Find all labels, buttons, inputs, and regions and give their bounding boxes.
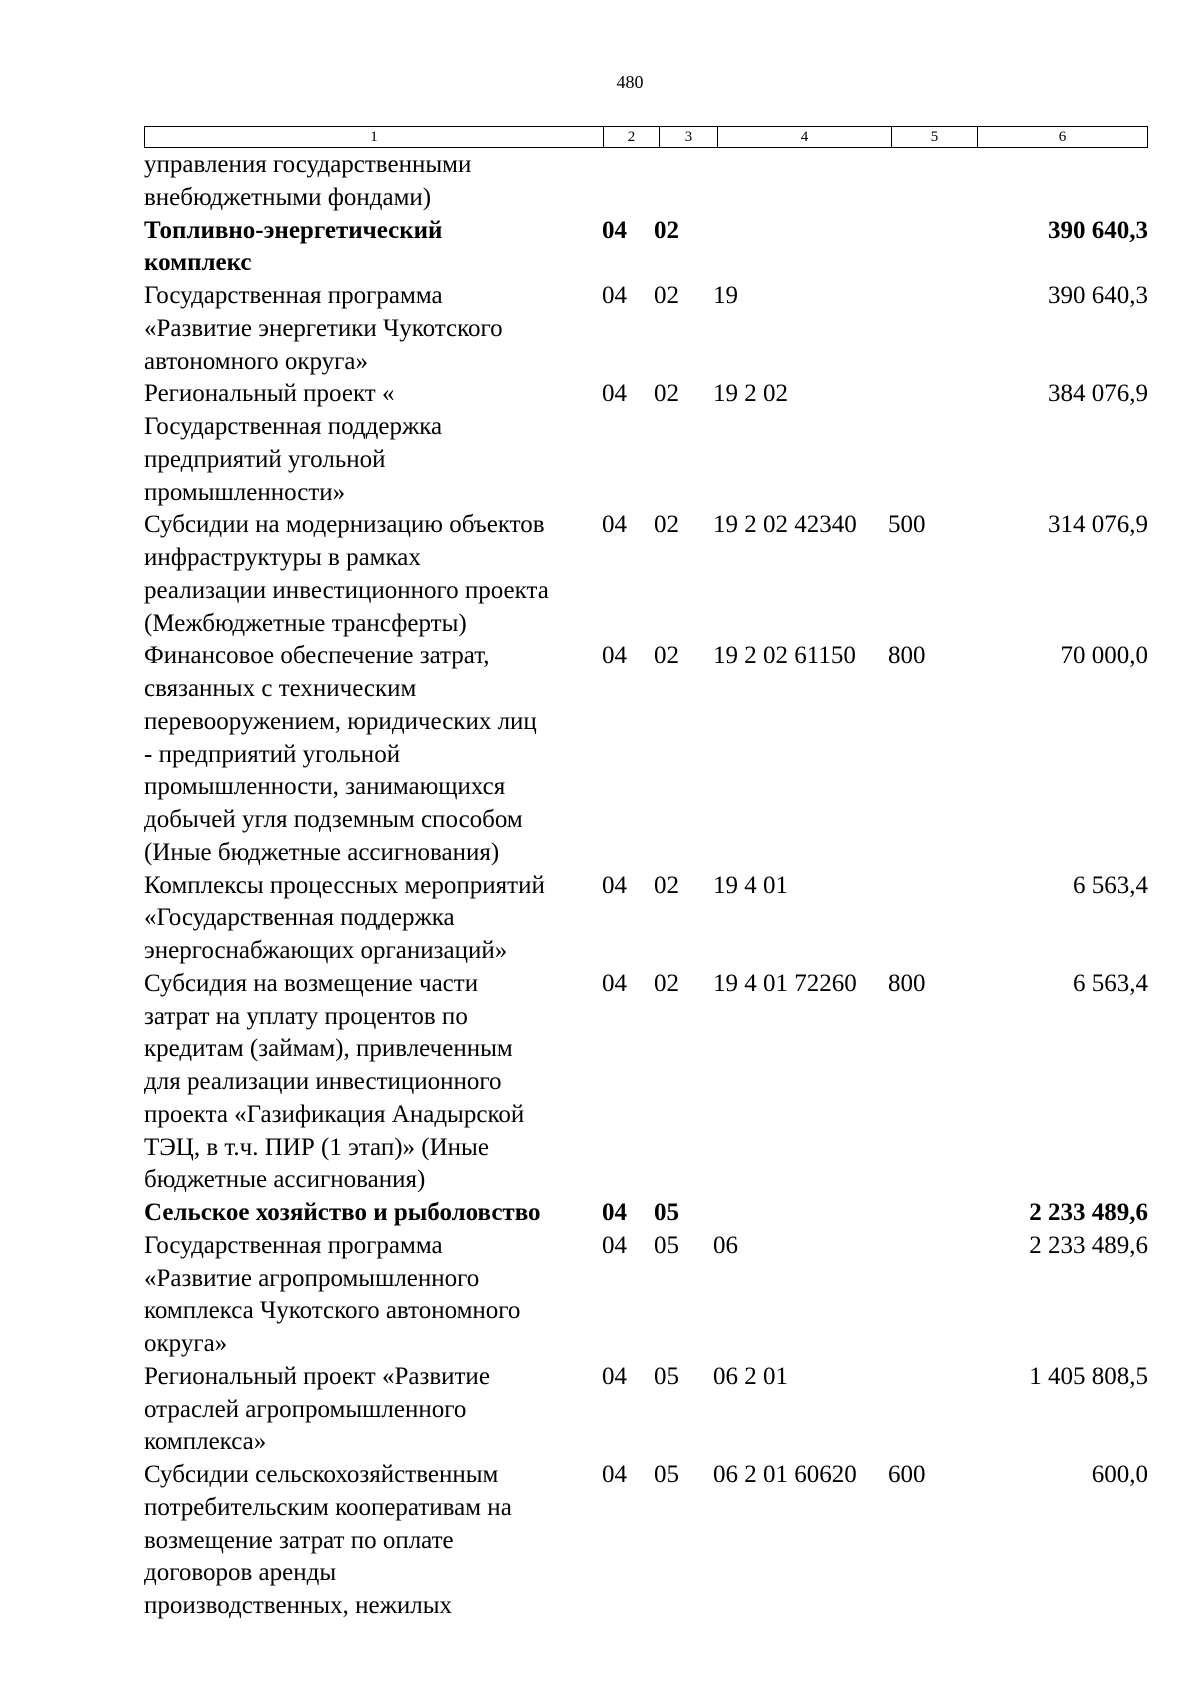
table-row [144,215,1148,281]
header-col-4: 4 [717,127,891,147]
row-name: управления государственными внебюджетными фондами) [144,151,472,211]
header-col-2: 2 [603,127,659,147]
row-section: 04 [602,969,627,997]
row-name: Субсидия на возмещение части затрат на уплату процентов по кредитам (займам), привлеченным для реализации инвестиционного проекта «Газификация Анадырской ТЭЦ, в т.ч. ПИР (1 этап)» (Иные бюджетные ассигнования) [144,969,525,1194]
row-amount: 6 563,4 [1073,871,1148,899]
row-target-article: 06 [713,1231,738,1259]
row-amount: 2 233 489,6 [1029,1199,1148,1226]
table-row [144,870,1148,968]
row-expense-type [888,215,968,281]
row-subsection: 02 [654,216,679,244]
row-amount: 390 640,3 [1048,282,1148,309]
row-amount: 70 000,0 [1060,642,1148,670]
row-target-article: 19 4 01 72260 [713,969,857,997]
row-target-article: 06 2 01 [713,1362,788,1390]
row-expense-type [888,1230,968,1361]
row-amount: 6 563,4 [1073,969,1148,997]
row-expense-type: 600 [888,1461,926,1488]
row-target-article: 19 4 01 [713,871,788,899]
row-subsection: 05 [654,1362,679,1390]
row-expense-type [888,1361,968,1459]
row-target-article [713,149,888,215]
row-section: 04 [602,216,627,244]
header-col-3: 3 [659,127,717,147]
row-section: 04 [602,380,627,408]
row-subsection: 05 [654,1231,679,1259]
row-name: Государственная программа «Развитие энергетики Чукотского автономного округа» [144,282,503,375]
row-amount: 390 640,3 [1048,216,1148,244]
row-amount: 314 076,9 [1048,511,1148,539]
row-subsection: 05 [654,1199,679,1226]
row-amount [968,149,1148,215]
table-row [144,280,1148,378]
header-col-5: 5 [891,127,977,147]
row-expense-type: 500 [888,511,926,539]
page-number: 480 [616,72,644,92]
row-name: Топливно-энергетический комплекс [144,216,443,277]
row-expense-type: 800 [888,969,926,997]
row-subsection: 02 [654,642,679,670]
row-name: Сельское хозяйство и рыболовство [144,1199,541,1226]
table-row [144,1361,1148,1459]
row-subsection: 02 [654,871,679,899]
row-section: 04 [602,1362,627,1390]
table-row [144,968,1148,1197]
row-section: 04 [602,282,627,309]
row-section: 04 [602,871,627,899]
row-name: Региональный проект «Развитие отраслей агропромышленного комплекса» [144,1362,490,1456]
row-name: Региональный проект « Государственная поддержка предприятий угольной промышленности» [144,380,443,506]
row-name: Государственная программа «Развитие агропромышленного комплекса Чукотского автономного округа» [144,1231,521,1357]
row-subsection [654,149,713,215]
row-expense-type [888,149,968,215]
row-amount: 2 233 489,6 [1029,1231,1148,1259]
row-target-article: 19 2 02 [713,380,788,408]
table-row [144,640,1148,869]
row-amount: 384 076,9 [1048,380,1148,408]
header-col-6: 6 [977,127,1147,147]
row-subsection: 05 [654,1461,679,1488]
row-name: Комплексы процессных мероприятий «Государственная поддержка энергоснабжающих организаций» [144,871,545,964]
row-expense-type [888,1197,968,1230]
row-target-article: 19 2 02 61150 [713,642,856,670]
table-row [144,149,1148,215]
row-target-article: 19 2 02 42340 [713,511,857,539]
row-expense-type [888,378,968,509]
row-expense-type [888,870,968,968]
row-subsection: 02 [654,511,679,539]
row-target-article [713,1197,888,1230]
row-name: Финансовое обеспечение затрат, связанных с техническим перевооружением, юридических лиц - предприятий угольной промышленности, занимающихся добычей угля подземным способом (Иные бюджетные ассигнования) [144,642,537,866]
row-section: 04 [602,511,627,539]
table-row [144,509,1148,640]
table-row [144,1197,1148,1230]
row-amount: 600,0 [1091,1461,1148,1488]
row-expense-type [888,280,968,378]
row-section: 04 [602,1461,627,1488]
row-section [602,149,654,215]
row-subsection: 02 [654,282,679,309]
row-target-article: 19 [713,282,738,309]
row-target-article [713,215,888,281]
table-header [144,126,1148,148]
row-amount: 1 405 808,5 [1029,1362,1148,1390]
table-body [144,149,1148,1623]
row-name: Субсидии сельскохозяйственным потребительским кооперативам на возмещение затрат по оплате договоров аренды производственных, нежилых [144,1461,512,1619]
row-subsection: 02 [654,380,679,408]
row-expense-type: 800 [888,642,926,670]
table-row [144,1459,1148,1623]
row-section: 04 [602,1199,627,1226]
header-col-1: 1 [370,129,378,145]
row-name: Субсидии на модернизацию объектов инфраструктуры в рамках реализации инвестиционного проекта (Межбюджетные трансферты) [144,511,549,637]
row-subsection: 02 [654,969,679,997]
table-row [144,378,1148,509]
row-section: 04 [602,642,627,670]
row-section: 04 [602,1231,627,1259]
row-target-article: 06 2 01 60620 [713,1461,857,1488]
table-row [144,1230,1148,1361]
